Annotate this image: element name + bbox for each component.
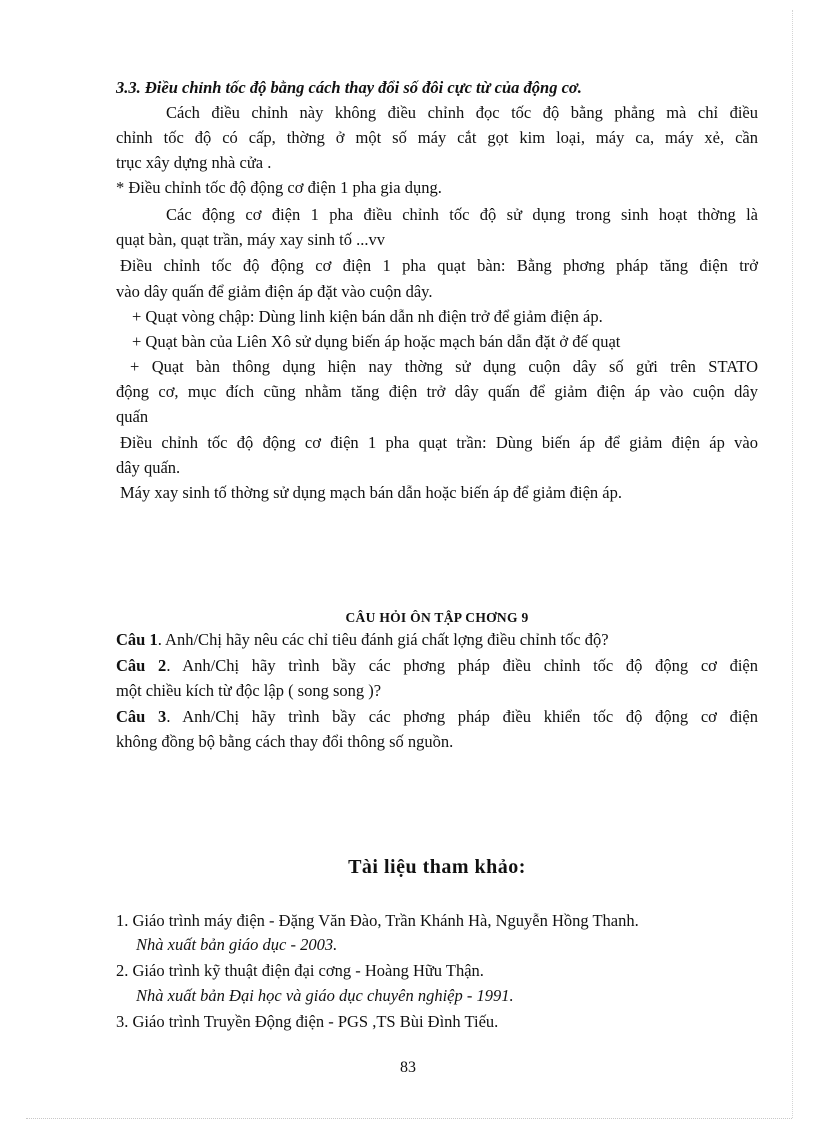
paragraph-line: Máy xay sinh tố thờng sử dụng mạch bán dẫn hoặc biến áp để giảm điện áp.	[120, 483, 623, 502]
review-title: CÂU HỎI ÔN TẬP CHƠNG 9	[345, 610, 529, 625]
question-text: . Anh/Chị hãy trình bầy các phơng pháp điều khiển tốc độ động cơ điện	[166, 707, 758, 726]
review-question-2-cont: một chiều kích từ độc lập ( song song )?	[116, 681, 382, 700]
paragraph-line: quạt bàn, quạt trần, máy xay sinh tố ...vv	[116, 230, 385, 249]
section-heading: 3.3. Điều chỉnh tốc độ bằng cách thay đổi số đôi cực từ của động cơ.	[116, 78, 582, 97]
question-label: Câu 2	[116, 656, 167, 675]
reference-publisher: Nhà xuất bản Đại học và giáo dục chuyên nghiệp - 1991.	[136, 986, 514, 1005]
paragraph-line: Các động cơ điện 1 pha điều chỉnh tốc độ sử dụng trong sinh hoạt thờng là	[166, 205, 758, 224]
paragraph-line: Điều chỉnh tốc độ động cơ điện 1 pha quạt bàn: Bằng phơng pháp tăng điện trở	[120, 256, 758, 275]
review-question-3	[116, 707, 758, 727]
reference-item: 2. Giáo trình kỹ thuật điện đại cơng - Hoàng Hữu Thận.	[116, 961, 484, 980]
review-question-3-cont: không đồng bộ bằng cách thay đổi thông số nguồn.	[116, 732, 454, 751]
paragraph-line: Điều chỉnh tốc độ động cơ điện 1 pha quạt trần: Dùng biến áp để giảm điện áp vào	[120, 433, 758, 452]
references-title: Tài liệu tham khảo:	[348, 856, 526, 878]
page-number: 83	[400, 1059, 416, 1076]
paragraph-line: chỉnh tốc độ có cấp, thờng ở một số máy cắt gọt kim loại, máy ca, máy xẻ, cần	[116, 128, 758, 147]
question-label: Câu 1	[116, 630, 158, 649]
question-label: Câu 3	[116, 707, 167, 726]
question-text: . Anh/Chị hãy nêu các chỉ tiêu đánh giá chất lợng điều chỉnh tốc độ?	[157, 630, 609, 649]
bullet-item: + Quạt bàn của Liên Xô sử dụng biến áp hoặc mạch bán dẫn đặt ở đế quạt	[132, 332, 621, 351]
bullet-item: + Quạt vòng chập: Dùng linh kiện bán dẫn nh điện trở để giảm điện áp.	[132, 307, 603, 326]
paragraph-line: động cơ, mục đích cũng nhằm tăng điện trở dây quấn để giảm điện áp vào cuộn dây	[116, 382, 758, 401]
paragraph-line: vào dây quấn để giảm điện áp đặt vào cuộn dây.	[116, 282, 433, 301]
paragraph-line: dây quấn.	[116, 458, 181, 477]
subheading-single-phase: * Điều chỉnh tốc độ động cơ điện 1 pha gia dụng.	[116, 178, 442, 197]
reference-item: 3. Giáo trình Truyền Động điện - PGS ,TS Bùi Đình Tiếu.	[116, 1012, 499, 1031]
question-text: . Anh/Chị hãy trình bầy các phơng pháp điều chỉnh tốc độ động cơ điện	[166, 656, 758, 675]
review-question-1	[116, 630, 758, 650]
page-bottom-divider	[26, 1118, 792, 1119]
page-edge-divider	[792, 10, 793, 1118]
paragraph-line: quấn	[116, 407, 149, 426]
paragraph-line: Cách điều chỉnh này không điều chỉnh đọc tốc độ bằng phẳng mà chỉ điều	[166, 103, 758, 122]
bullet-item: + Quạt bàn thông dụng hiện nay thờng sử dụng cuộn dây số gửi trên STATO	[130, 357, 758, 376]
reference-publisher: Nhà xuất bản giáo dục - 2003.	[136, 935, 338, 954]
paragraph-line: trục xây dựng nhà cửa .	[116, 153, 272, 172]
reference-item: 1. Giáo trình máy điện - Đặng Văn Đào, Trần Khánh Hà, Nguyễn Hồng Thanh.	[116, 911, 639, 930]
review-question-2	[116, 656, 758, 676]
